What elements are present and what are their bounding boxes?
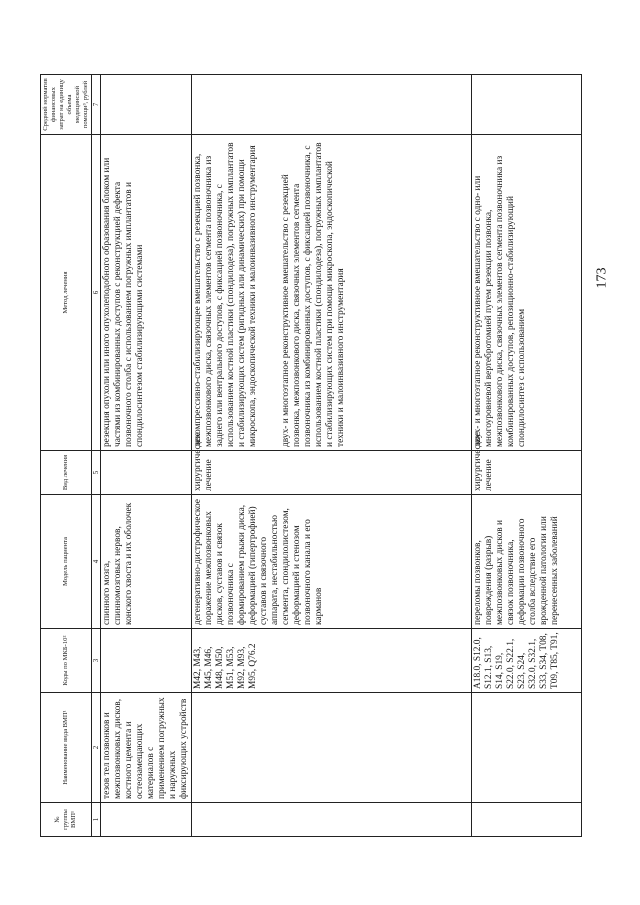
method-text: двух- и многоэтапное реконструктивное вмешательство с резекцией позвонка, межпозвонкового диска, связочных элементов сегмента позвоночника из комбинированных доступов, с фиксацией позвоночника, с использованием костной пластики (спондилодеза), погружных имплантатов и стабилизирующих систем при помощи микроскопа, эндоскопической техники и малоинвазивного инструментария — [281, 142, 346, 447]
cell-name — [472, 693, 582, 803]
method-text: двух- и многоэтапное реконструктивное вмешательство с одно- или многоуровневой вертебротомией путем резекции позвонка, межпозвонкового диска, связочных элементов сегмента позвоночника из комбинированных доступов, репозиционно-стабилизирующий спондилосинтез с использованием — [473, 155, 527, 447]
header-model: Модель пациента — [41, 495, 92, 629]
cell-model: дегенеративно-дистрофическое поражение межпозвонковых дисков, суставов и связок позвоночника с формированием грыжи диска, деформацией (гипертрофией) суставов и связочного аппарата, нестабильностью сегмента, спондилолистезом, деформацией и стенозом позвоночного канала и его карманов — [192, 495, 472, 629]
cell-type — [101, 451, 192, 495]
col-number: 5 — [92, 451, 101, 495]
table-row — [472, 75, 582, 837]
header-type: Вид лечения — [41, 451, 92, 495]
cell-name: тезов тел позвонков и межпозвонковых дисков, костного цемента и остеозамещающих материалов с применением погружных и наружных фиксирующих устройств — [101, 693, 192, 803]
col-number: 6 — [92, 135, 101, 451]
table-row — [192, 75, 472, 837]
cell-model: переломы позвонков, повреждения (разрыв) межпозвонковых дисков и связок позвоночника, деформации позвоночного столба вследствие его врожденной патологии или перенесенных заболеваний — [472, 495, 582, 629]
cell-group — [192, 803, 472, 837]
method-text: резекция опухоли или иного опухолеподобного образования блоком или частями из комбинированных доступов с реконструкцией дефекта позвоночного столба с использованием погружных имплантатов и спондилосинтезом стабилизирующими системами — [102, 157, 145, 447]
cell-method — [472, 135, 582, 451]
col-number: 3 — [92, 629, 101, 693]
header-row — [41, 75, 92, 837]
cell-codes — [101, 629, 192, 693]
cell-cost — [101, 75, 192, 135]
col-number: 7 — [92, 75, 101, 135]
header-method: Метод лечения — [41, 135, 92, 451]
cell-name — [192, 693, 472, 803]
cell-group — [472, 803, 582, 837]
col-number: 4 — [92, 495, 101, 629]
header-cost: Средний норматив финансовых затрат на единицу объема медицинской помощи³, рублей — [41, 75, 92, 135]
col-number: 1 — [92, 803, 101, 837]
cell-cost — [192, 75, 472, 135]
header-group: № группы ВМП¹ — [41, 803, 92, 837]
cell-type: хирургическое лечение — [192, 451, 472, 495]
cell-type: хирургическое лечение — [472, 451, 582, 495]
method-text: декомпрессивно-стабилизирующее вмешательство с резекцией позвонка, межпозвонкового диска, связочных элементов сегмента позвоночника из заднего или вентрального доступов, с фиксацией позвоночника, с использованием костной пластики (спондилодеза), погружных имплантатов и стабилизирующих систем (ригидных или динамических) при помощи микроскопа, эндоскопической техники и малоинвазивного инструментария — [193, 142, 258, 447]
column-number-row — [92, 75, 101, 837]
cell-group — [101, 803, 192, 837]
cell-method — [101, 135, 192, 451]
cell-codes: M42, M43, M45, M46, M48, M50, M51, M53, M92, M93, M95, Q76.2 — [192, 629, 472, 693]
table-row — [101, 75, 192, 837]
header-codes: Коды по МКБ-10² — [41, 629, 92, 693]
cell-method — [192, 135, 472, 451]
cell-model: спинного мозга, спинномозговых нервов, конского хвоста и их оболочек — [101, 495, 192, 629]
page-number: 173 — [594, 267, 610, 289]
rotated-content — [40, 67, 600, 837]
cell-cost — [472, 75, 582, 135]
col-number: 2 — [92, 693, 101, 803]
vmp-table — [40, 74, 582, 837]
cell-codes: A18.0, S12.0, S12.1, S13, S14, S19, S22.0, S22.1, S23, S24, S32.0, S32.1, S33, S34, T08, T09, T85, T91, — [472, 629, 582, 693]
header-name: Наименование вида ВМП¹ — [41, 693, 92, 803]
